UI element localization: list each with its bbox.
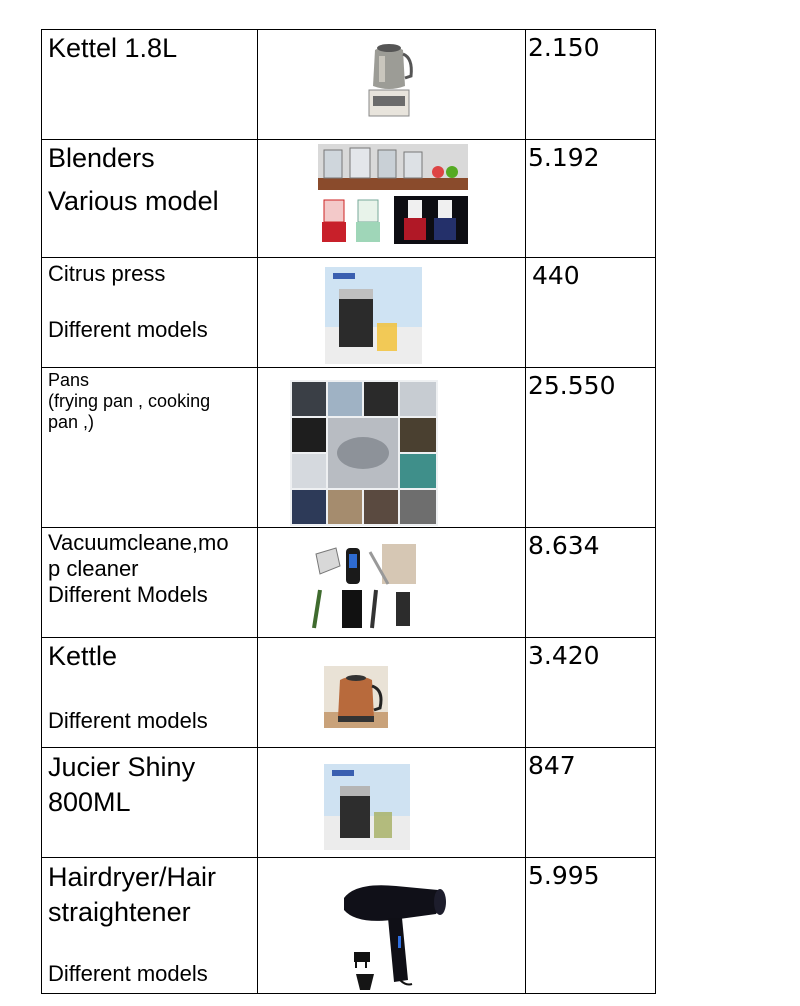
product-name: Kettle bbox=[48, 641, 118, 671]
product-name-cell bbox=[42, 368, 258, 528]
juicer-photo bbox=[324, 764, 410, 850]
product-name-detail: p cleaner bbox=[48, 556, 139, 581]
product-image-cell bbox=[258, 140, 526, 258]
table-row bbox=[42, 748, 656, 858]
price: 440 bbox=[532, 261, 580, 290]
product-name-detail: pan ,) bbox=[48, 412, 95, 432]
product-name: Hairdryer/Hair bbox=[48, 862, 217, 892]
product-image-cell bbox=[258, 368, 526, 528]
product-name-detail: straightener bbox=[48, 897, 191, 927]
product-image-cell bbox=[258, 638, 526, 748]
price: 8.634 bbox=[528, 531, 600, 560]
product-name-cell bbox=[42, 140, 258, 258]
price: 847 bbox=[528, 751, 576, 780]
product-name-cell bbox=[42, 858, 258, 994]
price: 5.192 bbox=[528, 143, 600, 172]
product-name-detail: (frying pan , cooking bbox=[48, 391, 211, 411]
product-name-cell bbox=[42, 638, 258, 748]
price: 3.420 bbox=[528, 641, 600, 670]
table-row bbox=[42, 528, 656, 638]
product-name-cell bbox=[42, 528, 258, 638]
product-name-detail: Different models bbox=[48, 708, 208, 733]
citrus-press-photo bbox=[325, 267, 422, 364]
copper-kettle-photo bbox=[324, 666, 388, 728]
vacuum-cleaners-collage-photo bbox=[306, 544, 416, 630]
price-cell bbox=[526, 258, 656, 368]
product-name-detail: Different models bbox=[48, 961, 208, 986]
table-row bbox=[42, 638, 656, 748]
product-name: Blenders bbox=[48, 143, 155, 173]
product-name: Kettel 1.8L bbox=[48, 33, 178, 63]
pans-collage-photo bbox=[290, 380, 438, 526]
product-name: Vacuumcleane,mo bbox=[48, 530, 229, 555]
table-row bbox=[42, 368, 656, 528]
product-image-cell bbox=[258, 528, 526, 638]
price: 25.550 bbox=[528, 371, 616, 400]
hairdryer-photo bbox=[336, 880, 448, 990]
price-cell bbox=[526, 140, 656, 258]
product-name-detail: 800ML bbox=[48, 787, 131, 817]
price-cell bbox=[526, 858, 656, 994]
table-row bbox=[42, 140, 656, 258]
product-image-cell bbox=[258, 858, 526, 994]
product-name-cell bbox=[42, 748, 258, 858]
product-name-detail: Various model bbox=[48, 186, 219, 216]
product-name-detail: Different Models bbox=[48, 582, 208, 607]
price: 5.995 bbox=[528, 861, 600, 890]
product-name: Jucier Shiny bbox=[48, 752, 196, 782]
product-name: Pans bbox=[48, 370, 90, 390]
price-cell bbox=[526, 30, 656, 140]
product-image-cell bbox=[258, 748, 526, 858]
price: 2.150 bbox=[528, 33, 600, 62]
product-name: Citrus press bbox=[48, 261, 166, 286]
product-name-cell bbox=[42, 30, 258, 140]
product-name-detail: Different models bbox=[48, 317, 208, 342]
price-cell bbox=[526, 528, 656, 638]
table-row bbox=[42, 858, 656, 994]
product-table bbox=[41, 29, 656, 994]
electric-kettle-box-photo bbox=[361, 40, 417, 117]
blenders-collage-photo bbox=[318, 144, 468, 244]
product-name-cell bbox=[42, 258, 258, 368]
table-row bbox=[42, 30, 656, 140]
product-image-cell bbox=[258, 30, 526, 140]
price-cell bbox=[526, 368, 656, 528]
price-cell bbox=[526, 748, 656, 858]
product-image-cell bbox=[258, 258, 526, 368]
table-row bbox=[42, 258, 656, 368]
price-cell bbox=[526, 638, 656, 748]
